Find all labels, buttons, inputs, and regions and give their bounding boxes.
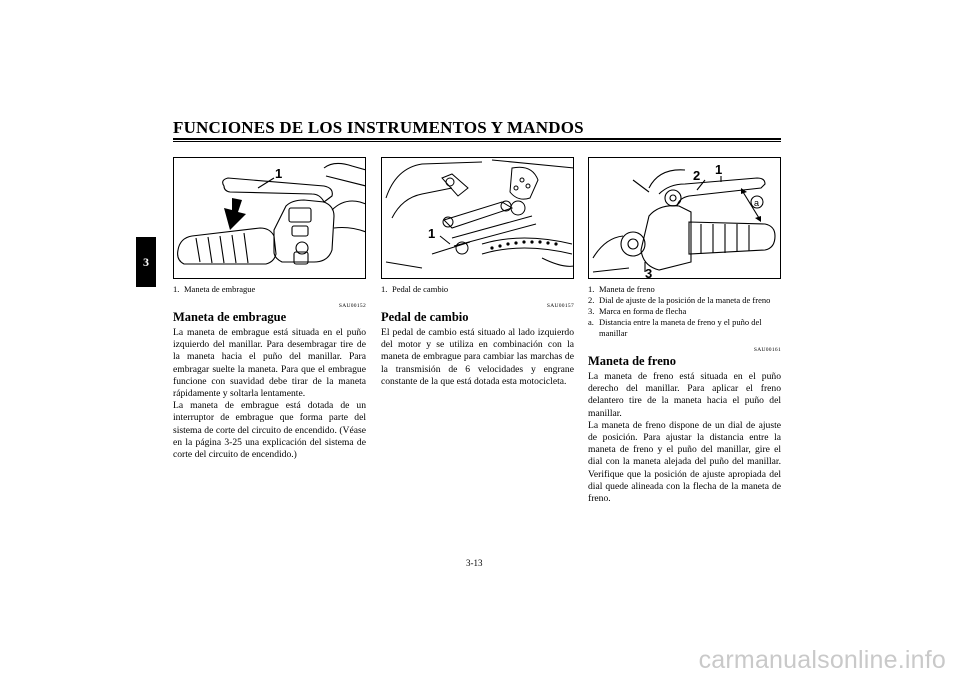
caption-item: a. Distancia entre la maneta de freno y el puño del manillar [588, 317, 762, 338]
section-title: Maneta de embrague [173, 310, 287, 324]
figure-captions [173, 284, 366, 295]
header-rule-thin [173, 141, 781, 142]
header-rule [173, 138, 781, 140]
column-shift-pedal [381, 157, 574, 388]
page-number: 3-13 [466, 558, 483, 568]
reference-code: SAU00161 [753, 347, 781, 353]
brake-lever-illustration [589, 158, 781, 279]
figure-callout-a: a [754, 198, 760, 208]
caption-item: 3. Marca en forma de flecha [588, 306, 687, 316]
figure-captions [588, 284, 781, 339]
section-body [173, 327, 366, 461]
caption-item: 1. Pedal de cambio [381, 284, 449, 294]
figure-shift-pedal [381, 157, 574, 279]
figure-captions [381, 284, 574, 295]
reference-code: SAU00152 [338, 303, 366, 309]
caption-item: 1. Maneta de freno [588, 284, 655, 294]
figure-clutch-lever [173, 157, 366, 279]
shift-pedal-illustration [382, 158, 574, 279]
figure-callout-2: 2 [693, 168, 701, 183]
watermark: carmanualsonline.info [698, 646, 946, 674]
section-tab: 3 [136, 237, 156, 287]
figure-callout-1: 1 [428, 226, 436, 241]
section-title: Maneta de freno [588, 354, 676, 368]
column-clutch [173, 157, 366, 461]
figure-callout-1: 1 [275, 166, 283, 181]
section-body [588, 371, 781, 505]
page-header-title: FUNCIONES DE LOS INSTRUMENTOS Y MANDOS [173, 118, 584, 137]
column-brake-lever [588, 157, 781, 505]
paragraph: La maneta de freno dispone de un dial de ajuste de posición. Para ajustar la distancia entre la maneta de freno y el puño del manillar, gire el dial con la maneta alejada del puño del manillar. Verifique que la posición de ajuste apropiada del dial quede alineada con la flecha de la maneta de freno. [588, 419, 781, 505]
paragraph: La maneta de embrague está dotada de un interruptor de embrague que forma parte del sistema de corte del circuito de encendido. (Véase en la página 3-25 una explicación del sistema de corte del circuito de encendido.) [173, 400, 366, 461]
clutch-lever-illustration [174, 158, 366, 279]
paragraph: La maneta de freno está situada en el puño derecho del manillar. Para aplicar el freno delantero tire de la maneta hacia el puño del manillar. [588, 371, 781, 419]
figure-callout-3: 3 [645, 266, 653, 280]
figure-brake-lever [588, 157, 781, 279]
caption-item: 2. Dial de ajuste de la posición de la maneta de freno [588, 295, 771, 305]
paragraph: El pedal de cambio está situado al lado izquierdo del motor y se utiliza en combinación con la maneta de embrague para cambiar las marchas de la transmisión de 6 velocidades y engrane constante de la que está dotada esta motocicleta. [381, 327, 574, 387]
figure-callout-1: 1 [715, 162, 723, 177]
reference-code: SAU00157 [546, 303, 574, 309]
caption-item: 1. Maneta de embrague [173, 284, 256, 294]
section-title: Pedal de cambio [381, 310, 469, 324]
section-body [381, 327, 574, 388]
paragraph: La maneta de embrague está situada en el puño izquierdo del manillar. Para desembragar tire de la maneta hacia el puño del manillar. Para embragar suelte la maneta. Para que el embrague funcione con suavidad debe tirar de la maneta rápidamente y soltarla lentamente. [173, 327, 366, 400]
